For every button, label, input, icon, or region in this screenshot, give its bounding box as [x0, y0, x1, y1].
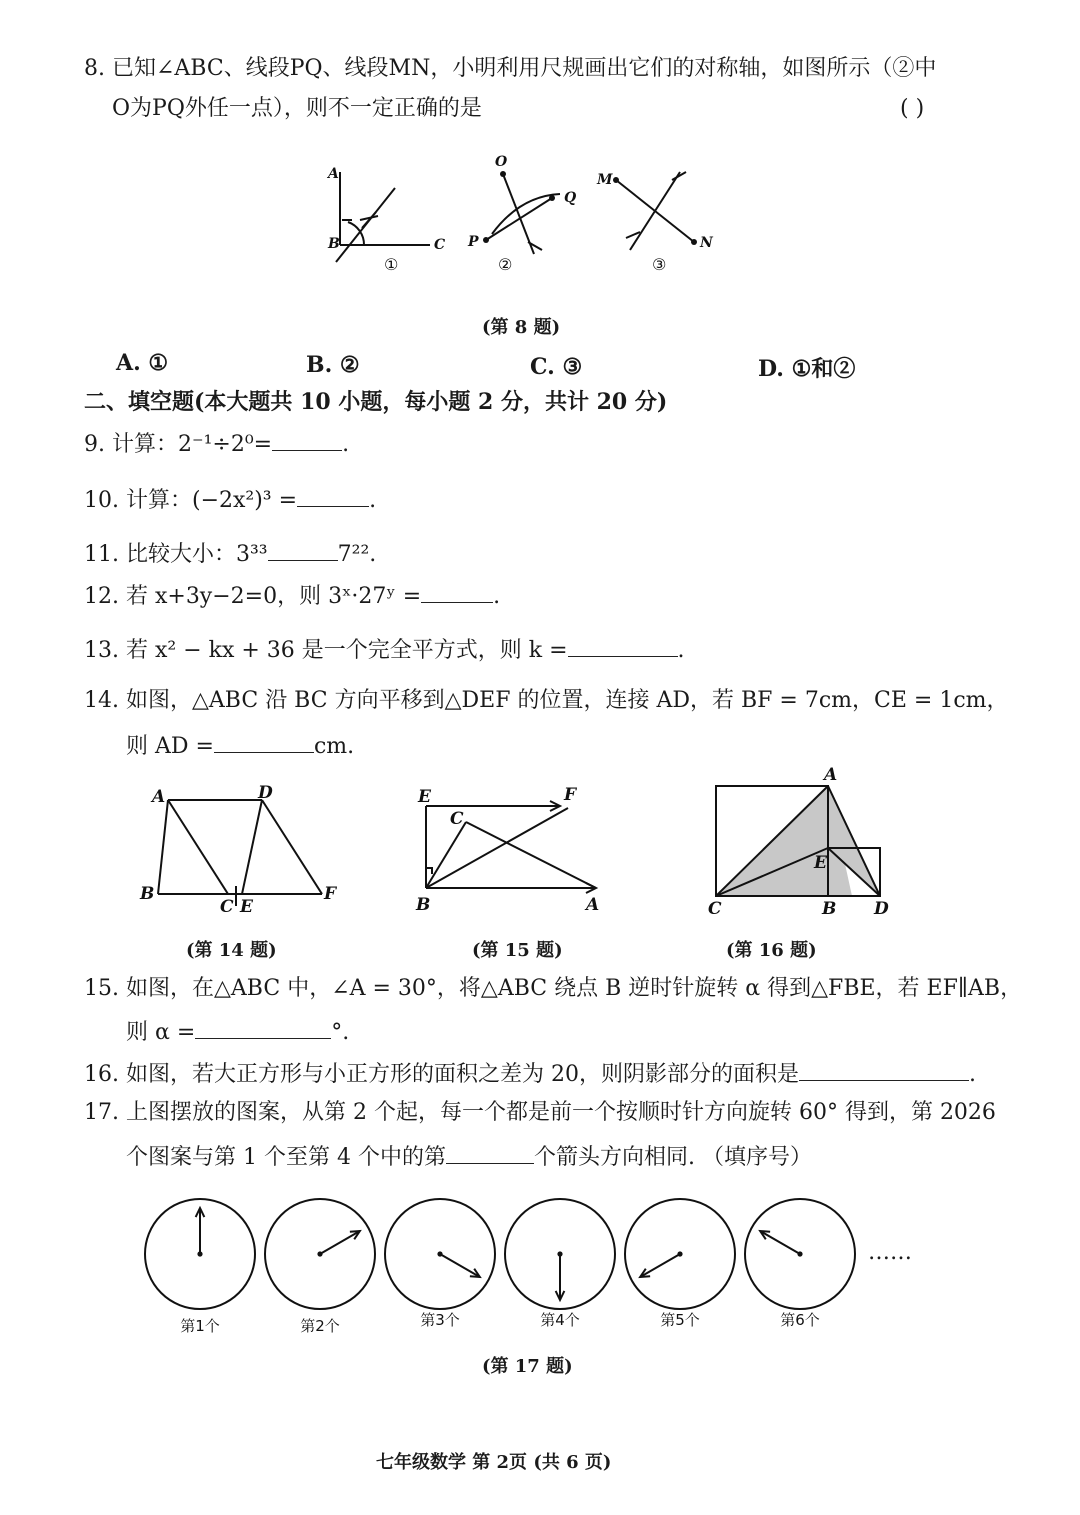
q17-line2: 个图案与第 1 个至第 4 个中的第 个箭头方向相同. （填序号） — [126, 1145, 812, 1170]
q17-circle-label: 第4个 — [540, 1311, 580, 1329]
q14-label-D: D — [258, 783, 273, 803]
q17-circle-4 — [505, 1199, 615, 1329]
q8-point-P — [483, 237, 489, 243]
q8-label-C: C — [434, 237, 446, 253]
q17-arrow-shaft — [440, 1254, 480, 1277]
q8-label-A: A — [328, 166, 339, 182]
q8-label-n1: ① — [384, 255, 399, 274]
q8-label-Q: Q — [564, 190, 577, 206]
q17-figure — [130, 1186, 930, 1346]
q8-option-b[interactable]: B. ② — [306, 352, 360, 378]
q14-line2: 则 AD = cm. — [126, 734, 355, 759]
q8-option-c[interactable]: C. ③ — [530, 354, 583, 380]
q8-label-B: B — [328, 236, 340, 252]
q17-circle-label: 第2个 — [300, 1317, 340, 1335]
q8-label-N: N — [700, 235, 713, 251]
q15-label-C: C — [450, 809, 464, 829]
q17-circle-3 — [385, 1199, 495, 1329]
q15-label-F: F — [564, 785, 577, 805]
q17-arrow-shaft — [760, 1231, 800, 1254]
q8-line2: O为PQ外任一点），则不一定正确的是 — [112, 96, 482, 121]
q16-caption: (第 16 题) — [726, 940, 817, 961]
q17-circle-label: 第6个 — [780, 1311, 820, 1329]
q14-line1: 14. 如图，△ABC 沿 BC 方向平移到△DEF 的位置，连接 AD，若 BF = 7cm，CE = 1cm， — [84, 688, 1009, 713]
q15-caption: (第 15 题) — [472, 940, 563, 961]
q15-label-E: E — [418, 787, 431, 807]
q15-line1: 15. 如图，在△ABC 中，∠A = 30°，将△ABC 绕点 B 逆时针旋转 α 得到△FBE，若 EF∥AB， — [84, 976, 1023, 1001]
q17-circle-label: 第3个 — [420, 1311, 460, 1329]
q8-label-n3: ③ — [652, 255, 667, 274]
q17-arrow-pivot — [677, 1251, 682, 1256]
q17-line1: 17. 上图摆放的图案，从第 2 个起，每一个都是前一个按顺时针方向旋转 60° 得到，第 2026 — [84, 1100, 996, 1125]
q8-point-O — [500, 171, 506, 177]
q12: 12. 若 x+3y−2=0，则 3ˣ·27ʸ = . — [84, 584, 501, 609]
q8-caption: (第 8 题) — [482, 317, 561, 338]
q9-answer-blank[interactable] — [272, 430, 342, 451]
q16-answer-blank[interactable] — [799, 1060, 969, 1081]
q9: 9. 计算：2⁻¹÷2⁰= . — [84, 432, 350, 457]
q17-arrow-shaft — [640, 1254, 680, 1277]
q17-arrow-pivot — [317, 1251, 322, 1256]
q17-circle-2 — [265, 1199, 375, 1335]
q14-figure — [136, 782, 356, 922]
q14-label-E: E — [240, 897, 253, 917]
q13-answer-blank[interactable] — [568, 636, 678, 657]
q17-circle-label: 第1个 — [180, 1317, 220, 1335]
q8-point-M — [613, 177, 619, 183]
q8-fig2 — [486, 174, 560, 254]
q10-answer-blank[interactable] — [297, 486, 369, 507]
q13: 13. 若 x² − kx + 36 是一个完全平方式，则 k = . — [84, 638, 685, 663]
q8-fig3 — [616, 172, 694, 250]
q17-arrow-pivot — [797, 1251, 802, 1256]
q12-answer-blank[interactable] — [421, 582, 493, 603]
q14-answer-blank[interactable] — [214, 732, 314, 753]
q14-label-F: F — [324, 884, 337, 904]
q8-point-Q — [549, 195, 555, 201]
q15-line2: 则 α = °. — [126, 1020, 350, 1045]
page-footer: 七年级数学 第 2页 (共 6 页) — [376, 1452, 612, 1473]
q17-circle-6 — [745, 1199, 855, 1329]
q16-figure — [700, 766, 900, 926]
q15-answer-blank[interactable] — [195, 1018, 331, 1039]
q8-line1: 8. 已知∠ABC、线段PQ、线段MN，小明利用尺规画出它们的对称轴，如图所示（②中 — [84, 56, 937, 81]
q17-ellipsis: …… — [868, 1240, 912, 1265]
q8-point-N — [691, 239, 697, 245]
q14-caption: (第 14 题) — [186, 940, 277, 961]
q8-label-n2: ② — [498, 255, 513, 274]
q17-arrow-pivot — [557, 1251, 562, 1256]
q8-label-P: P — [468, 234, 479, 250]
q8-option-d[interactable]: D. ①和② — [758, 356, 856, 382]
q17-circle-1 — [145, 1199, 255, 1335]
q16-label-B: B — [822, 899, 837, 919]
q15-figure — [410, 782, 610, 922]
q16-label-D: D — [874, 899, 889, 919]
q10: 10. 计算：(−2x²)³ = . — [84, 488, 377, 513]
q16-label-C: C — [708, 899, 722, 919]
q16-label-A: A — [824, 765, 838, 785]
q11: 11. 比较大小：3³³ 7²². — [84, 542, 377, 567]
q8-fig1 — [336, 172, 430, 262]
section2-heading: 二、填空题(本大题共 10 小题，每小题 2 分，共计 20 分) — [84, 389, 668, 415]
q17-circle-label: 第5个 — [660, 1311, 700, 1329]
q8-option-a[interactable]: A. ① — [116, 350, 169, 376]
q14-label-B: B — [140, 884, 155, 904]
q8-label-M: M — [597, 172, 613, 188]
q14-label-C: C — [220, 897, 234, 917]
q17-caption: (第 17 题) — [482, 1356, 573, 1377]
q15-label-A: A — [586, 895, 600, 915]
q17-arrow-pivot — [197, 1251, 202, 1256]
q17-circle-5 — [625, 1199, 735, 1329]
q15-label-B: B — [416, 895, 431, 915]
q8-figure — [320, 150, 740, 280]
q8-answer-paren: ( ) — [900, 96, 925, 121]
q11-answer-blank[interactable] — [268, 540, 338, 561]
q16: 16. 如图，若大正方形与小正方形的面积之差为 20，则阴影部分的面积是 . — [84, 1062, 976, 1087]
q16-label-E: E — [814, 853, 827, 873]
q17-arrow-pivot — [437, 1251, 442, 1256]
q14-label-A: A — [152, 787, 166, 807]
q17-arrow-shaft — [320, 1231, 360, 1254]
q17-answer-blank[interactable] — [446, 1143, 534, 1164]
q8-label-O: O — [495, 154, 508, 170]
